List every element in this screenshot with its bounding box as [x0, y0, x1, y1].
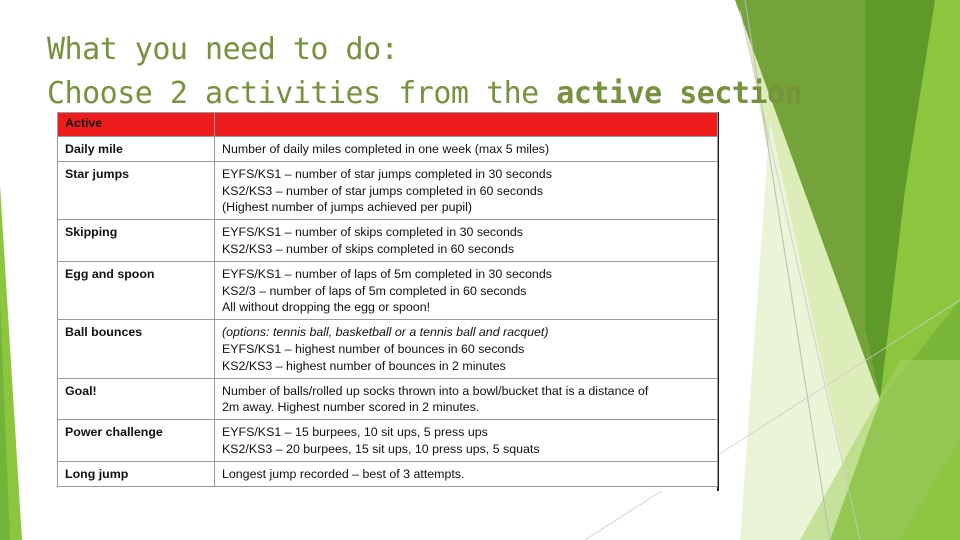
activity-description [215, 137, 718, 162]
activity-name: Power challenge [58, 420, 215, 462]
header-cell-active: Active [58, 113, 215, 137]
description-line: 2m away. Highest number scored in 2 minutes. [222, 400, 480, 415]
activity-name: Daily mile [58, 137, 215, 162]
activity-name: Skipping [58, 220, 215, 262]
activity-description [215, 420, 718, 462]
title-line-2-prefix: Choose 2 activities from the [47, 76, 557, 111]
table-row [58, 420, 718, 462]
activity-table [57, 112, 718, 487]
table-header-row [58, 113, 718, 137]
description-line: All without dropping the egg or spoon! [222, 300, 431, 315]
table-row [58, 137, 718, 162]
description-line: (Highest number of jumps achieved per pupil) [222, 200, 473, 215]
title-line-2 [47, 72, 802, 116]
description-line: EYFS/KS1 – number of skips completed in 30 seconds [222, 225, 523, 240]
description-line: EYFS/KS1 – number of laps of 5m completed in 30 seconds [222, 266, 552, 281]
description-line: KS2/KS3 – highest number of bounces in 2 minutes [222, 358, 506, 373]
activity-description [215, 461, 718, 486]
activity-name: Goal! [58, 378, 215, 420]
table-row [58, 461, 718, 486]
activity-description [215, 320, 718, 378]
activity-description [215, 220, 718, 262]
description-line: KS2/3 – number of laps of 5m completed in 60 seconds [222, 283, 527, 298]
description-line: Longest jump recorded – best of 3 attempts. [222, 466, 465, 481]
description-line: EYFS/KS1 – 15 burpees, 10 sit ups, 5 press ups [222, 425, 488, 440]
activity-description [215, 378, 718, 420]
description-line: KS2/KS3 – number of skips completed in 60 seconds [222, 241, 515, 256]
description-line: KS2/KS3 – 20 burpees, 15 sit ups, 10 press ups, 5 squats [222, 441, 540, 456]
table-row [58, 161, 718, 219]
activity-name: Ball bounces [58, 320, 215, 378]
description-line: Number of balls/rolled up socks thrown into a bowl/bucket that is a distance of [222, 383, 649, 398]
title-line-2-bold: active section [556, 76, 803, 111]
activity-name: Star jumps [58, 161, 215, 219]
header-cell-empty [215, 113, 718, 137]
activity-name: Egg and spoon [58, 261, 215, 319]
title-line-1: What you need to do: [47, 32, 399, 67]
description-line: EYFS/KS1 – number of star jumps completed in 30 seconds [222, 166, 552, 181]
table-row [58, 378, 718, 420]
description-line: EYFS/KS1 – highest number of bounces in 60 seconds [222, 341, 525, 356]
activity-table-image [57, 112, 719, 491]
description-line: KS2/KS3 – number of star jumps completed in 60 seconds [222, 183, 543, 198]
table-row [58, 261, 718, 319]
description-line: Number of daily miles completed in one week (max 5 miles) [222, 142, 550, 156]
activity-description [215, 161, 718, 219]
description-line: (options: tennis ball, basketball or a tennis ball and racquet) [222, 325, 549, 340]
activity-name: Long jump [58, 461, 215, 486]
activity-description [215, 261, 718, 319]
table-row [58, 320, 718, 378]
slide-title [47, 28, 802, 116]
table-row [58, 220, 718, 262]
